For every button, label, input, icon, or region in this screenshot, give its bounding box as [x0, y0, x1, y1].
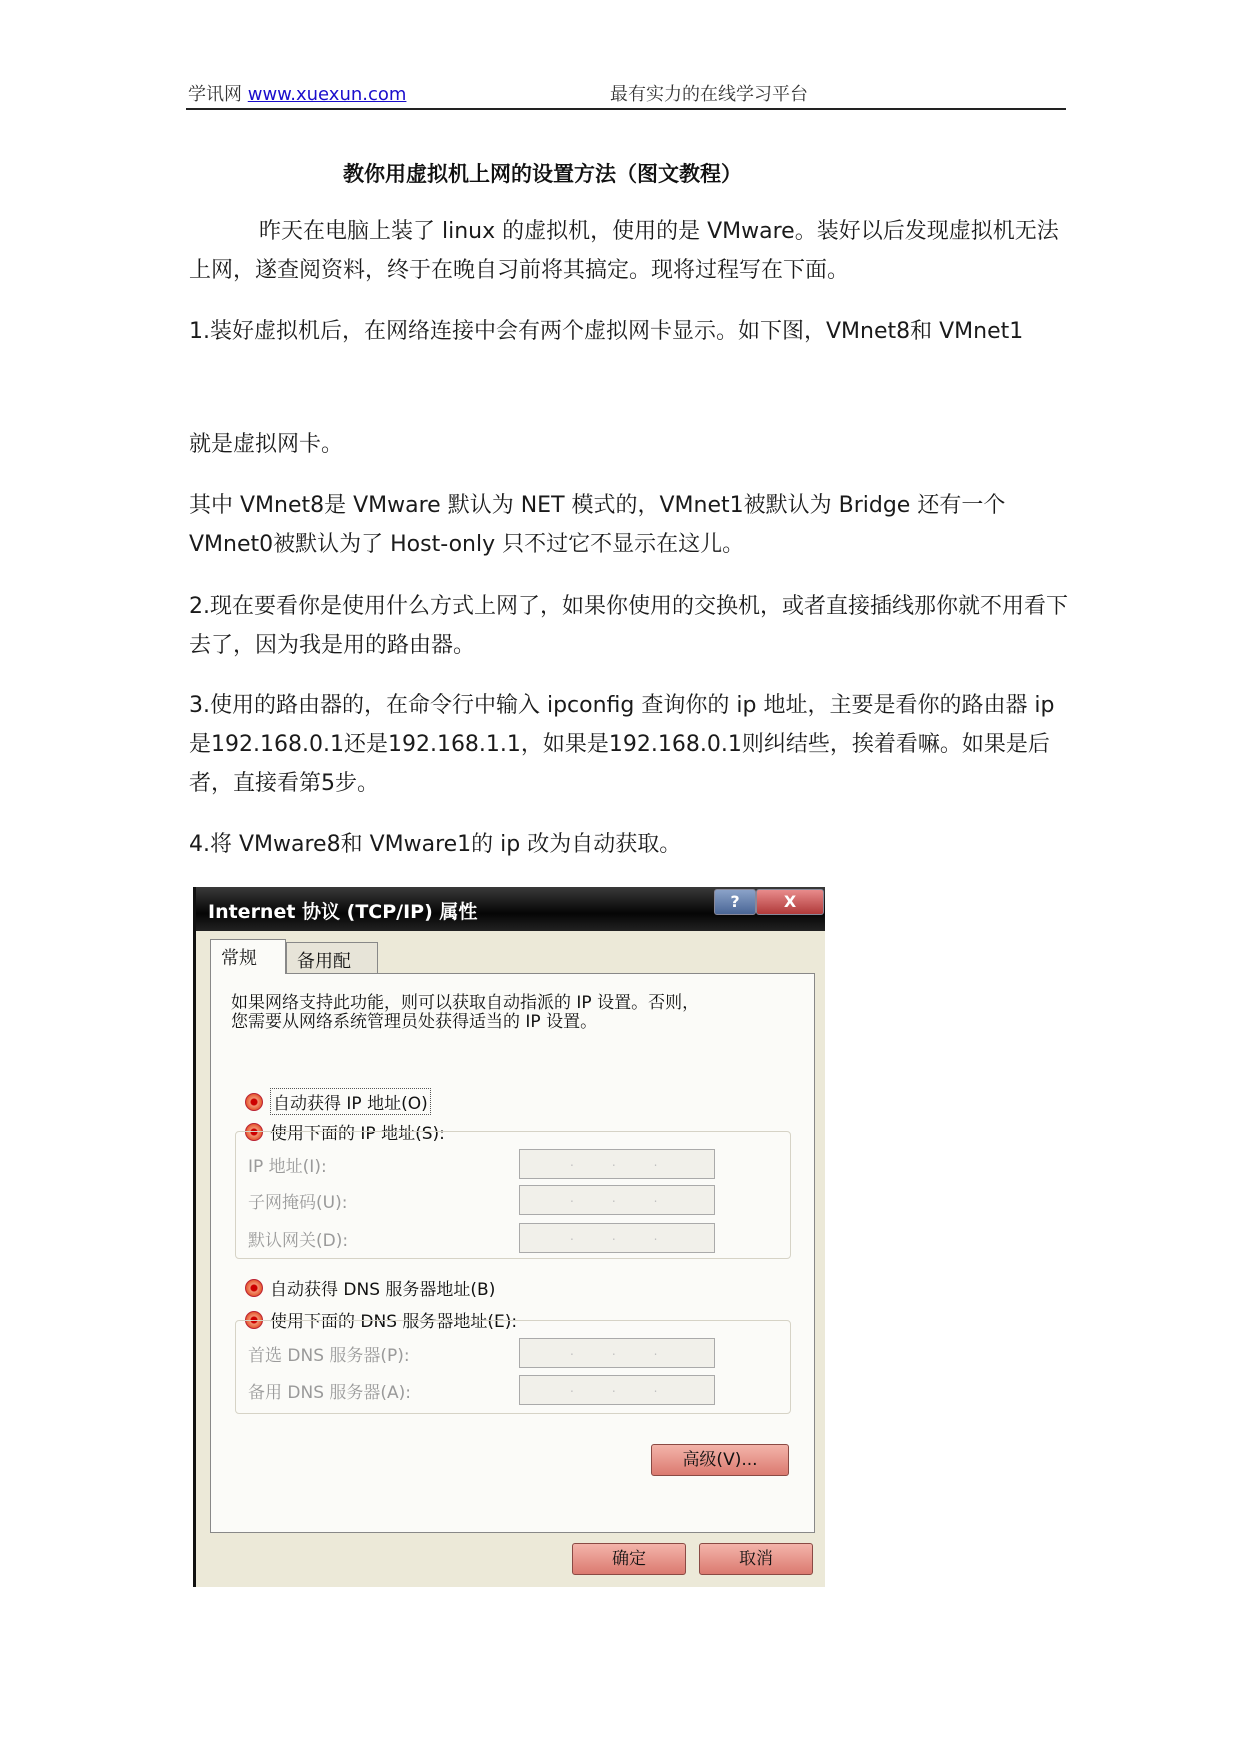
header-slogan: 最有实力的在线学习平台 — [610, 84, 808, 105]
help-icon: ? — [730, 892, 740, 911]
dialog-titlebar — [196, 887, 825, 931]
paragraph-intro: 昨天在电脑上装了 linux 的虚拟机，使用的是 VMware。装好以后发现虚拟机无法上网，遂查阅资料，终于在晚自习前将其搞定。现将过程写在下面。 — [189, 219, 1059, 283]
intro-line-1: 如果网络支持此功能，则可以获取自动指派的 IP 设置。否则， — [231, 993, 700, 1013]
subnet-mask-label: 子网掩码(U): — [248, 1193, 348, 1213]
radio-manual-dns-label: 使用下面的 DNS 服务器地址(E): — [270, 1312, 518, 1332]
subnet-mask-input[interactable]: ... — [519, 1185, 715, 1215]
intro-text — [231, 994, 791, 1032]
paragraph-vmnet-modes: 其中 VMnet8是 VMware 默认为 NET 模式的，VMnet1被默认为 Bridge 还有一个 VMnet0被默认为了 Host-only 只不过它不显示在这儿。 — [189, 493, 1006, 557]
preferred-dns-input[interactable]: ... — [519, 1338, 715, 1368]
paragraph-step4: 4.将 VMware8和 VMware1的 ip 改为自动获取。 — [189, 832, 682, 857]
radio-auto-ip[interactable] — [245, 1088, 431, 1115]
close-icon: X — [783, 892, 797, 911]
general-panel — [210, 973, 815, 1533]
site-link[interactable]: www.xuexun.com — [247, 84, 407, 105]
manual-ip-group — [235, 1131, 791, 1259]
alternate-dns-input[interactable]: ... — [519, 1375, 715, 1405]
ok-button[interactable]: 确定 — [572, 1543, 686, 1575]
article-title: 教你用虚拟机上网的设置方法（图文教程） — [343, 162, 742, 186]
paragraph-step1: 1.装好虚拟机后，在网络连接中会有两个虚拟网卡显示。如下图，VMnet8和 VMnet1 — [189, 319, 1024, 344]
default-gateway-label: 默认网关(D): — [248, 1231, 349, 1251]
intro-line-2: 您需要从网络系统管理员处获得适当的 IP 设置。 — [231, 1012, 598, 1032]
alternate-dns-label: 备用 DNS 服务器(A): — [248, 1383, 412, 1403]
paragraph-step3: 3.使用的路由器的，在命令行中输入 ipconfig 查询你的 ip 地址，主要是看你的路由器 ip 是192.168.0.1还是192.168.1.1，如果是192.168.0.1则纠结些，挨着看嘛。如果是后者，直接看第5步。 — [189, 693, 1055, 796]
radio-selected-icon — [245, 1279, 263, 1297]
radio-auto-ip-label: 自动获得 IP 地址(O) — [270, 1088, 431, 1115]
radio-manual-ip-label: 使用下面的 IP 地址(S): — [270, 1124, 445, 1144]
paragraph-step1-cont: 就是虚拟网卡。 — [189, 432, 344, 457]
radio-auto-dns[interactable] — [245, 1275, 495, 1300]
close-button[interactable] — [756, 889, 824, 915]
cancel-button[interactable]: 取消 — [699, 1543, 813, 1575]
preferred-dns-label: 首选 DNS 服务器(P): — [248, 1346, 410, 1366]
paragraph-step2: 2.现在要看你是使用什么方式上网了，如果你使用的交换机，或者直接插线那你就不用看下去了，因为我是用的路由器。 — [189, 594, 1068, 658]
advanced-button[interactable]: 高级(V)... — [651, 1444, 789, 1476]
site-name: 学讯网 — [188, 84, 242, 105]
default-gateway-input[interactable]: ... — [519, 1223, 715, 1253]
help-button[interactable] — [714, 889, 756, 915]
tcpip-properties-dialog — [193, 887, 825, 1587]
header-site — [188, 80, 406, 106]
dialog-title: Internet 协议 (TCP/IP) 属性 — [208, 901, 478, 923]
manual-dns-group — [235, 1320, 791, 1414]
radio-selected-icon — [245, 1093, 263, 1111]
tab-alternate-config[interactable]: 备用配 — [286, 942, 378, 974]
tab-general[interactable]: 常规 — [210, 939, 286, 974]
page-header — [186, 76, 1066, 110]
ip-address-input[interactable]: ... — [519, 1149, 715, 1179]
radio-auto-dns-label: 自动获得 DNS 服务器地址(B) — [270, 1280, 496, 1300]
ip-address-label: IP 地址(I): — [248, 1157, 327, 1177]
